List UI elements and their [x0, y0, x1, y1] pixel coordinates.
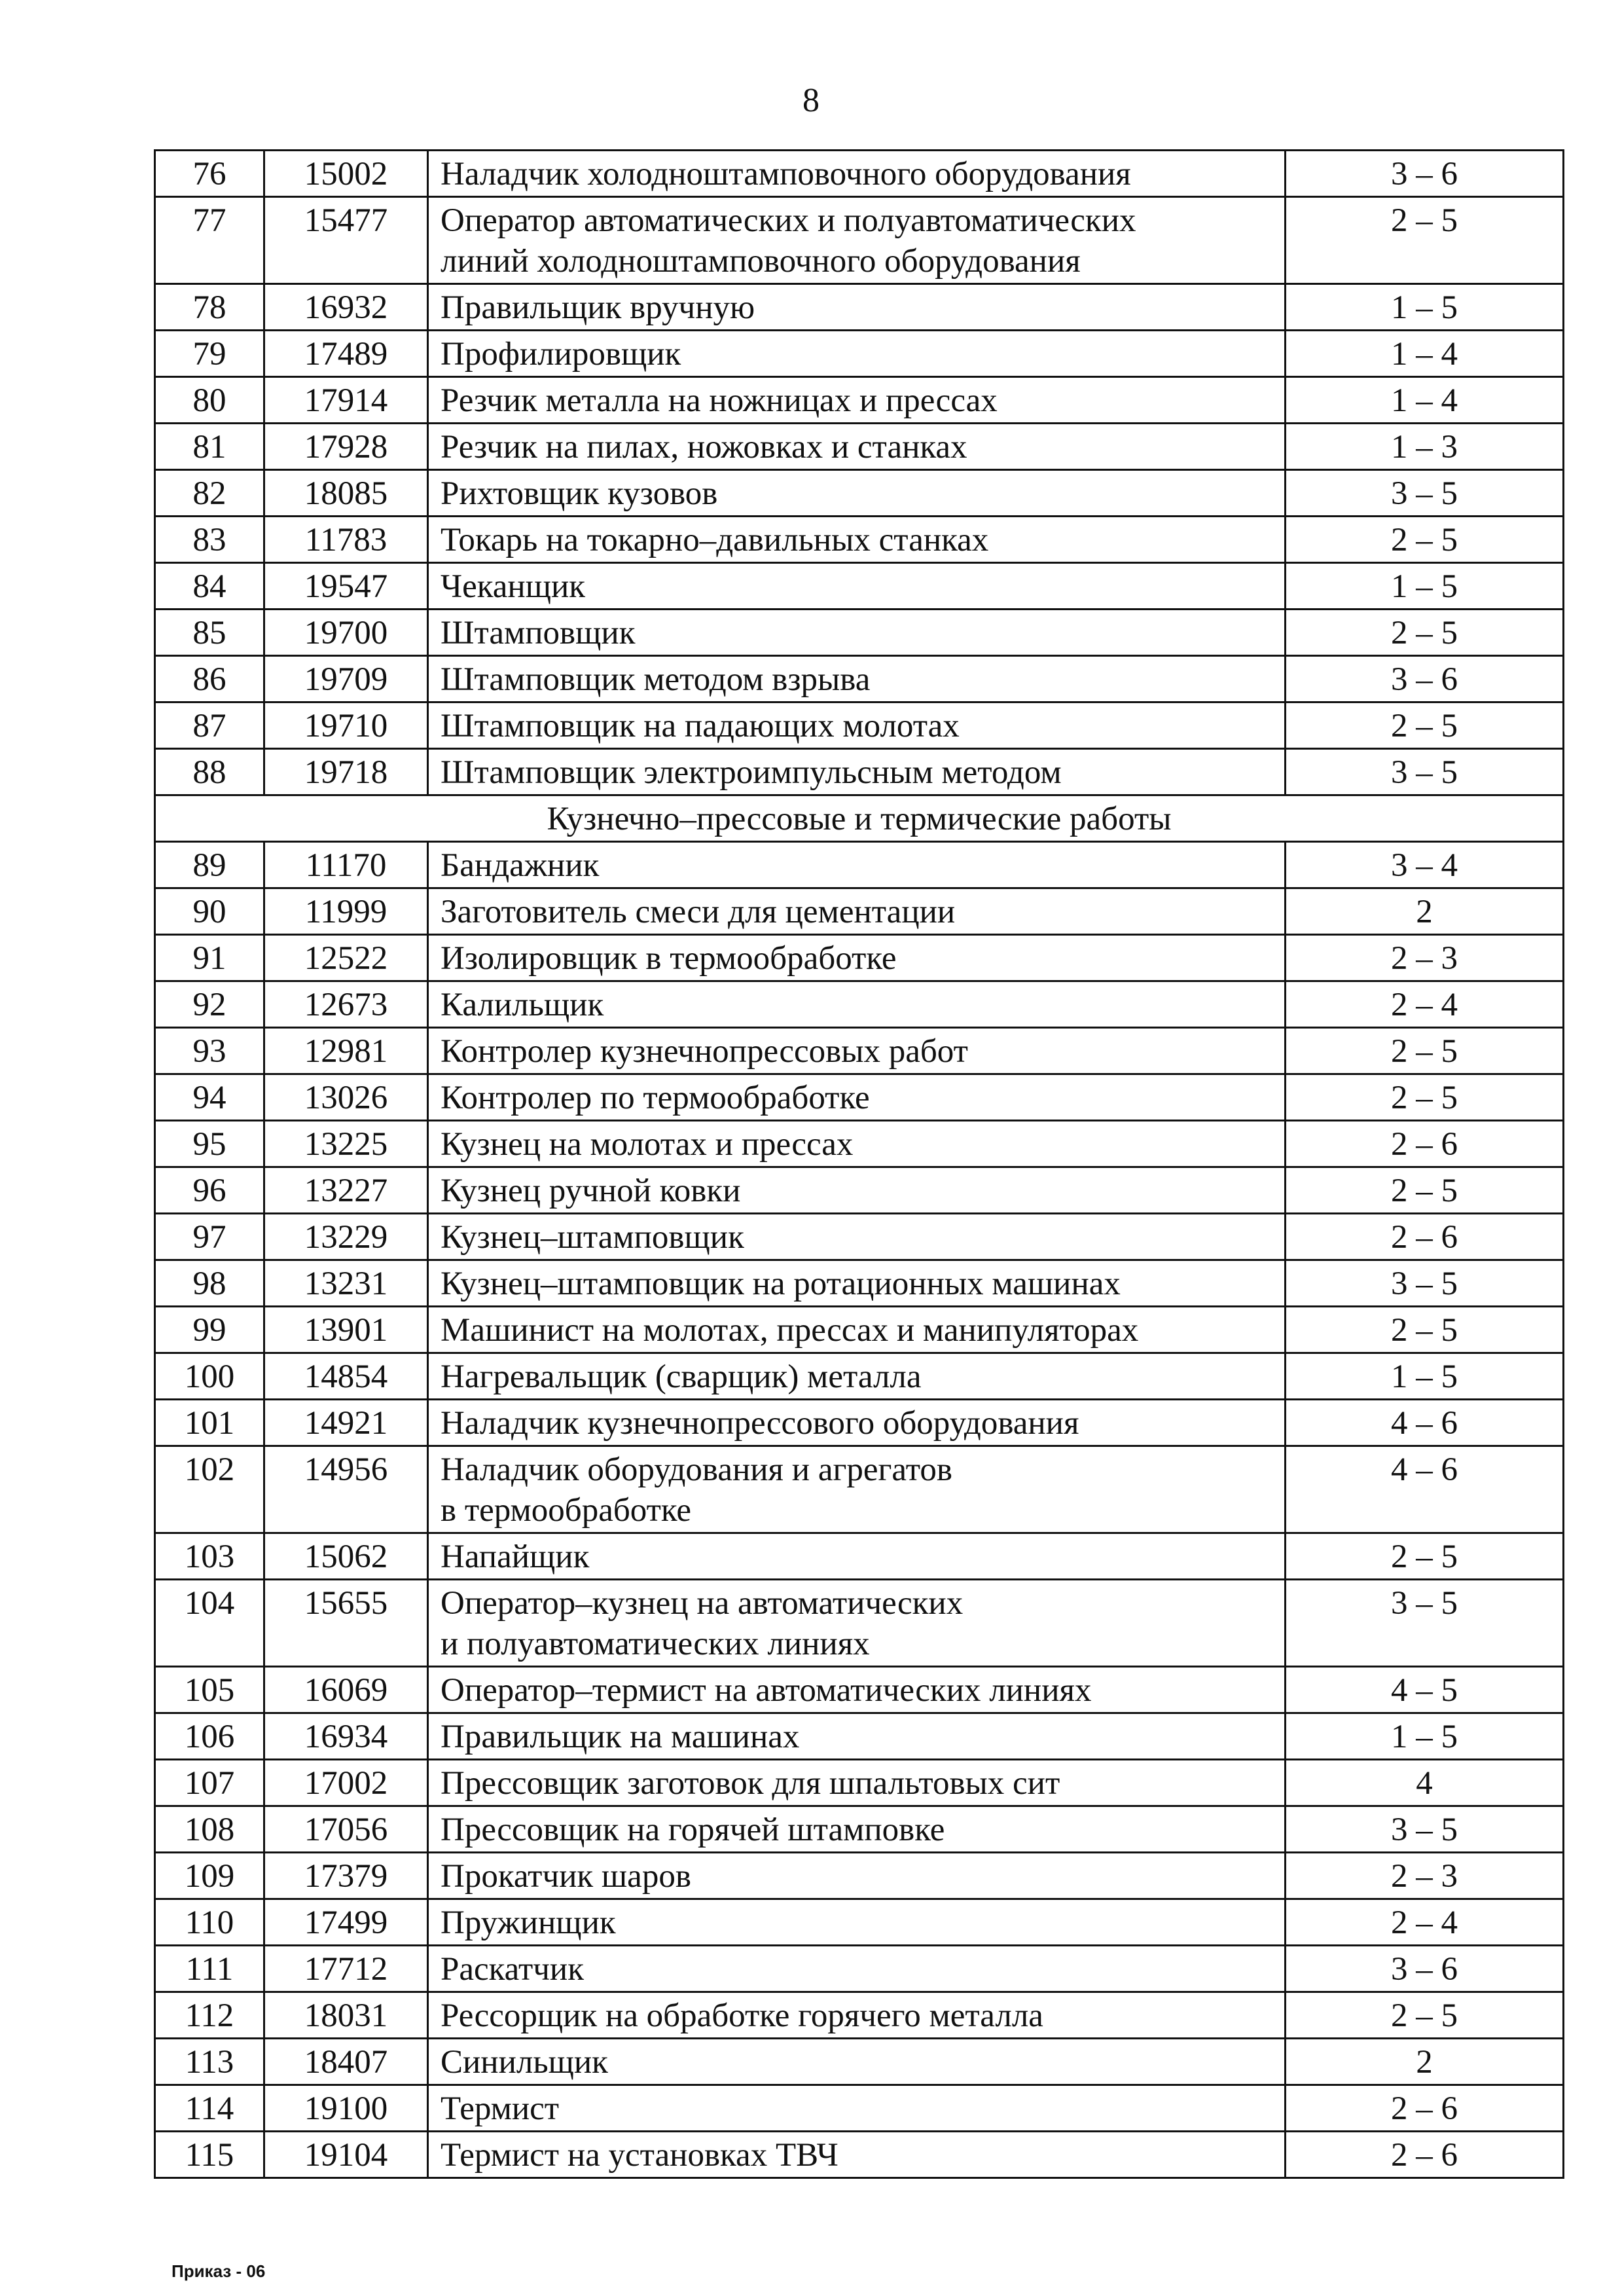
table-row [155, 749, 1564, 795]
row-number: 96 [155, 1167, 264, 1214]
profession-code: 15477 [264, 197, 428, 284]
page-number: 8 [802, 82, 820, 119]
profession-code: 17712 [264, 1946, 428, 1992]
table-row [155, 1760, 1564, 1806]
row-number: 93 [155, 1028, 264, 1074]
row-number: 81 [155, 424, 264, 470]
profession-code: 18407 [264, 2039, 428, 2085]
profession-name [428, 702, 1286, 749]
table-row [155, 470, 1564, 517]
profession-code: 18031 [264, 1992, 428, 2039]
grade-range: 2 – 4 [1286, 1899, 1564, 1946]
row-number: 87 [155, 702, 264, 749]
profession-name [428, 424, 1286, 470]
profession-name-line: Пружинщик [441, 1904, 616, 1941]
profession-name-line: Оператор автоматических и полуавтоматических [441, 202, 1136, 239]
profession-code: 19100 [264, 2085, 428, 2132]
grade-range: 2 – 5 [1286, 1307, 1564, 1353]
row-number: 109 [155, 1853, 264, 1899]
professions-table [154, 149, 1564, 2179]
profession-name-line: Штамповщик [441, 615, 636, 651]
row-number: 84 [155, 563, 264, 610]
table-row [155, 1992, 1564, 2039]
profession-name-line: Правильщик на машинах [441, 1719, 800, 1755]
profession-name [428, 1806, 1286, 1853]
profession-code: 19104 [264, 2132, 428, 2178]
profession-name [428, 197, 1286, 284]
row-number: 114 [155, 2085, 264, 2132]
row-number: 111 [155, 1946, 264, 1992]
grade-range: 2 – 5 [1286, 610, 1564, 656]
grade-range: 2 – 3 [1286, 935, 1564, 981]
profession-name [428, 749, 1286, 795]
grade-range: 3 – 5 [1286, 1806, 1564, 1853]
row-number: 82 [155, 470, 264, 517]
table-row [155, 1899, 1564, 1946]
profession-code: 11170 [264, 842, 428, 888]
profession-name [428, 656, 1286, 702]
footer-order-label: Приказ - 06 [171, 2261, 266, 2281]
profession-code: 16932 [264, 284, 428, 331]
profession-name [428, 151, 1286, 197]
profession-name [428, 1400, 1286, 1446]
profession-name [428, 517, 1286, 563]
row-number: 115 [155, 2132, 264, 2178]
profession-name-line: Штамповщик на падающих молотах [441, 708, 960, 744]
row-number: 91 [155, 935, 264, 981]
profession-code: 17002 [264, 1760, 428, 1806]
profession-name-line: Рихтовщик кузовов [441, 475, 718, 512]
table-row [155, 935, 1564, 981]
grade-range: 2 – 6 [1286, 1121, 1564, 1167]
profession-name [428, 1667, 1286, 1713]
table-row [155, 1667, 1564, 1713]
grade-range: 2 – 5 [1286, 1074, 1564, 1121]
row-number: 108 [155, 1806, 264, 1853]
profession-name-line: Резчик металла на ножницах и прессах [441, 382, 998, 419]
profession-name-line: Прокатчик шаров [441, 1858, 691, 1895]
grade-range: 2 – 5 [1286, 197, 1564, 284]
grade-range: 1 – 5 [1286, 1353, 1564, 1400]
profession-name [428, 1260, 1286, 1307]
profession-name [428, 935, 1286, 981]
profession-code: 19547 [264, 563, 428, 610]
profession-name-line: Бандажник [441, 847, 600, 884]
row-number: 97 [155, 1214, 264, 1260]
section-title: Кузнечно–прессовые и термические работы [155, 795, 1564, 842]
profession-code: 12981 [264, 1028, 428, 1074]
grade-range: 4 – 6 [1286, 1400, 1564, 1446]
row-number: 100 [155, 1353, 264, 1400]
row-number: 101 [155, 1400, 264, 1446]
profession-name [428, 981, 1286, 1028]
table-row [155, 1074, 1564, 1121]
profession-name-line: Заготовитель смеси для цементации [441, 894, 956, 930]
table-row [155, 563, 1564, 610]
profession-name-line: Наладчик оборудования и агрегатов [441, 1451, 952, 1488]
profession-name-line: Кузнец–штамповщик [441, 1219, 744, 1256]
profession-name [428, 1760, 1286, 1806]
profession-code: 14956 [264, 1446, 428, 1533]
profession-name-line: Штамповщик методом взрыва [441, 661, 871, 698]
profession-name-line: Наладчик кузнечнопрессового оборудования [441, 1405, 1079, 1442]
grade-range: 3 – 6 [1286, 151, 1564, 197]
grade-range: 2 – 5 [1286, 1167, 1564, 1214]
profession-code: 18085 [264, 470, 428, 517]
grade-range: 1 – 4 [1286, 331, 1564, 377]
profession-name [428, 1353, 1286, 1400]
profession-name-line: Калильщик [441, 987, 604, 1023]
row-number: 79 [155, 331, 264, 377]
profession-name-line: и полуавтоматических линиях [441, 1626, 870, 1662]
profession-name [428, 284, 1286, 331]
profession-code: 17914 [264, 377, 428, 424]
profession-name [428, 1214, 1286, 1260]
row-number: 92 [155, 981, 264, 1028]
profession-name [428, 1167, 1286, 1214]
table-row [155, 2039, 1564, 2085]
row-number: 78 [155, 284, 264, 331]
table-row [155, 981, 1564, 1028]
grade-range: 2 [1286, 2039, 1564, 2085]
table-row [155, 1713, 1564, 1760]
grade-range: 1 – 5 [1286, 1713, 1564, 1760]
grade-range: 2 – 6 [1286, 2132, 1564, 2178]
profession-name [428, 1307, 1286, 1353]
profession-name-line: Штамповщик электроимпульсным методом [441, 754, 1062, 791]
profession-name-line: Кузнец–штамповщик на ротационных машинах [441, 1266, 1121, 1302]
profession-code: 15062 [264, 1533, 428, 1580]
table-row [155, 656, 1564, 702]
profession-code: 16069 [264, 1667, 428, 1713]
grade-range: 2 – 4 [1286, 981, 1564, 1028]
row-number: 99 [155, 1307, 264, 1353]
profession-name [428, 1946, 1286, 1992]
profession-name [428, 1074, 1286, 1121]
row-number: 113 [155, 2039, 264, 2085]
row-number: 94 [155, 1074, 264, 1121]
grade-range: 2 – 6 [1286, 2085, 1564, 2132]
profession-code: 13225 [264, 1121, 428, 1167]
profession-name-line: Оператор–термист на автоматических линиях [441, 1672, 1092, 1709]
profession-name [428, 563, 1286, 610]
profession-code: 13231 [264, 1260, 428, 1307]
profession-name [428, 1028, 1286, 1074]
row-number: 98 [155, 1260, 264, 1307]
table-row [155, 2132, 1564, 2178]
profession-code: 19718 [264, 749, 428, 795]
profession-name-line: Профилировщик [441, 336, 681, 373]
grade-range: 3 – 5 [1286, 1260, 1564, 1307]
table-row [155, 151, 1564, 197]
profession-code: 11783 [264, 517, 428, 563]
table-row [155, 1853, 1564, 1899]
table-row [155, 331, 1564, 377]
profession-name-line: Наладчик холодноштамповочного оборудования [441, 156, 1131, 192]
row-number: 106 [155, 1713, 264, 1760]
row-number: 83 [155, 517, 264, 563]
profession-name-line: Резчик на пилах, ножовках и станках [441, 429, 967, 465]
profession-name [428, 1853, 1286, 1899]
profession-name [428, 1121, 1286, 1167]
profession-name-line: Контролер по термообработке [441, 1080, 870, 1116]
profession-code: 15002 [264, 151, 428, 197]
profession-code: 13901 [264, 1307, 428, 1353]
table-row [155, 1946, 1564, 1992]
profession-code: 17489 [264, 331, 428, 377]
profession-code: 16934 [264, 1713, 428, 1760]
table-row [155, 284, 1564, 331]
profession-code: 19710 [264, 702, 428, 749]
profession-code: 19709 [264, 656, 428, 702]
profession-code: 17499 [264, 1899, 428, 1946]
grade-range: 2 – 5 [1286, 517, 1564, 563]
profession-code: 17056 [264, 1806, 428, 1853]
table-row [155, 1353, 1564, 1400]
profession-code: 17928 [264, 424, 428, 470]
table-row [155, 610, 1564, 656]
row-number: 88 [155, 749, 264, 795]
row-number: 110 [155, 1899, 264, 1946]
profession-name-line: Кузнец ручной ковки [441, 1173, 741, 1209]
row-number: 107 [155, 1760, 264, 1806]
profession-name-line: Оператор–кузнец на автоматических [441, 1585, 964, 1622]
table-row [155, 1121, 1564, 1167]
profession-name [428, 610, 1286, 656]
professions-table-body [155, 151, 1564, 2178]
profession-name [428, 331, 1286, 377]
profession-name [428, 2132, 1286, 2178]
grade-range: 1 – 5 [1286, 284, 1564, 331]
profession-code: 17379 [264, 1853, 428, 1899]
table-row [155, 197, 1564, 284]
profession-name-line: Напайщик [441, 1539, 590, 1575]
profession-name-line: Машинист на молотах, прессах и манипуляторах [441, 1312, 1139, 1349]
profession-name [428, 1446, 1286, 1533]
section-header-row [155, 795, 1564, 842]
profession-name-line: Нагревальщик (сварщик) металла [441, 1358, 922, 1395]
grade-range: 2 – 3 [1286, 1853, 1564, 1899]
profession-name [428, 1992, 1286, 2039]
profession-name [428, 470, 1286, 517]
grade-range: 1 – 4 [1286, 377, 1564, 424]
profession-name-line: Рессорщик на обработке горячего металла [441, 1997, 1043, 2034]
profession-name-line: Изолировщик в термообработке [441, 940, 897, 977]
profession-name [428, 2085, 1286, 2132]
profession-code: 13026 [264, 1074, 428, 1121]
row-number: 104 [155, 1580, 264, 1667]
profession-name-line: Прессовщик на горячей штамповке [441, 1812, 945, 1848]
profession-code: 15655 [264, 1580, 428, 1667]
profession-name-line: Раскатчик [441, 1951, 584, 1988]
profession-code: 14854 [264, 1353, 428, 1400]
profession-name [428, 1899, 1286, 1946]
row-number: 76 [155, 151, 264, 197]
profession-code: 13229 [264, 1214, 428, 1260]
grade-range: 4 – 5 [1286, 1667, 1564, 1713]
row-number: 102 [155, 1446, 264, 1533]
table-row [155, 1307, 1564, 1353]
row-number: 86 [155, 656, 264, 702]
professions-table-container [154, 149, 1562, 2179]
row-number: 95 [155, 1121, 264, 1167]
profession-name-line: в термообработке [441, 1492, 692, 1529]
profession-name [428, 1713, 1286, 1760]
row-number: 89 [155, 842, 264, 888]
table-row [155, 842, 1564, 888]
table-row [155, 1580, 1564, 1667]
profession-name-line: Синильщик [441, 2044, 608, 2081]
row-number: 77 [155, 197, 264, 284]
profession-name [428, 1533, 1286, 1580]
profession-name-line: линий холодноштамповочного оборудования [441, 243, 1081, 280]
grade-range: 4 – 6 [1286, 1446, 1564, 1533]
profession-name-line: Чеканщик [441, 568, 586, 605]
row-number: 90 [155, 888, 264, 935]
table-row [155, 702, 1564, 749]
profession-name [428, 377, 1286, 424]
row-number: 112 [155, 1992, 264, 2039]
grade-range: 2 – 5 [1286, 1533, 1564, 1580]
profession-name-line: Термист на установках ТВЧ [441, 2137, 838, 2174]
profession-code: 14921 [264, 1400, 428, 1446]
grade-range: 1 – 3 [1286, 424, 1564, 470]
table-row [155, 517, 1564, 563]
profession-name [428, 2039, 1286, 2085]
row-number: 80 [155, 377, 264, 424]
row-number: 105 [155, 1667, 264, 1713]
grade-range: 2 – 5 [1286, 702, 1564, 749]
grade-range: 2 [1286, 888, 1564, 935]
table-row [155, 1214, 1564, 1260]
grade-range: 3 – 6 [1286, 1946, 1564, 1992]
profession-name [428, 842, 1286, 888]
table-row [155, 1260, 1564, 1307]
grade-range: 2 – 6 [1286, 1214, 1564, 1260]
profession-code: 12522 [264, 935, 428, 981]
table-row [155, 377, 1564, 424]
grade-range: 2 – 5 [1286, 1992, 1564, 2039]
profession-code: 12673 [264, 981, 428, 1028]
profession-name-line: Термист [441, 2090, 560, 2127]
profession-name-line: Контролер кузнечнопрессовых работ [441, 1033, 968, 1070]
profession-name-line: Кузнец на молотах и прессах [441, 1126, 854, 1163]
row-number: 103 [155, 1533, 264, 1580]
table-row [155, 1446, 1564, 1533]
profession-name-line: Правильщик вручную [441, 289, 755, 326]
grade-range: 3 – 5 [1286, 749, 1564, 795]
table-row [155, 1533, 1564, 1580]
grade-range: 3 – 5 [1286, 470, 1564, 517]
table-row [155, 1806, 1564, 1853]
table-row [155, 1028, 1564, 1074]
grade-range: 3 – 4 [1286, 842, 1564, 888]
profession-name-line: Токарь на токарно–давильных станках [441, 522, 989, 558]
table-row [155, 1400, 1564, 1446]
profession-code: 19700 [264, 610, 428, 656]
table-row [155, 1167, 1564, 1214]
row-number: 85 [155, 610, 264, 656]
table-row [155, 424, 1564, 470]
profession-name-line: Прессовщик заготовок для шпальтовых сит [441, 1765, 1060, 1802]
profession-code: 11999 [264, 888, 428, 935]
profession-code: 13227 [264, 1167, 428, 1214]
grade-range: 4 [1286, 1760, 1564, 1806]
grade-range: 3 – 6 [1286, 656, 1564, 702]
grade-range: 3 – 5 [1286, 1580, 1564, 1667]
profession-name [428, 1580, 1286, 1667]
grade-range: 1 – 5 [1286, 563, 1564, 610]
table-row [155, 2085, 1564, 2132]
grade-range: 2 – 5 [1286, 1028, 1564, 1074]
table-row [155, 888, 1564, 935]
profession-name [428, 888, 1286, 935]
